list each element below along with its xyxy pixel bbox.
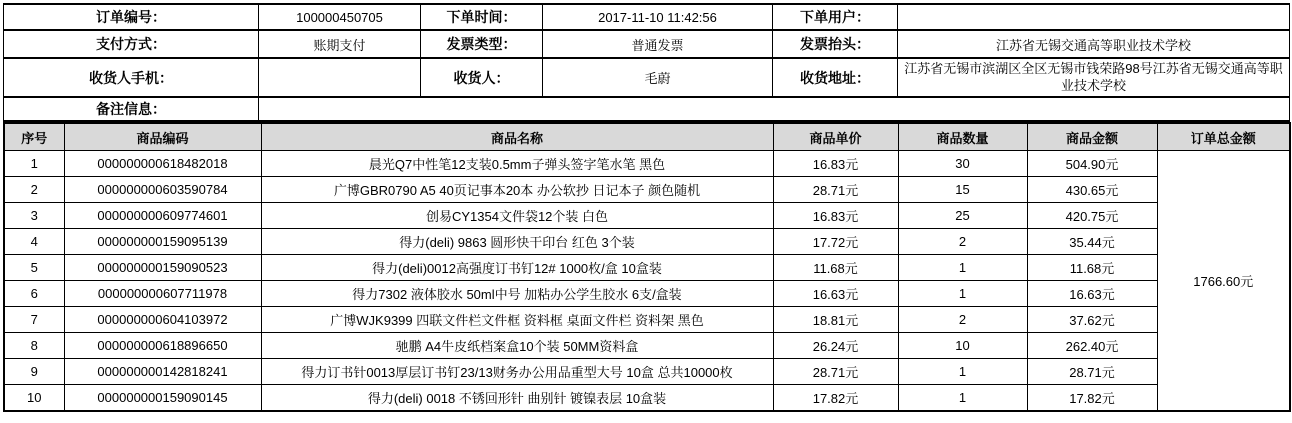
order-document xyxy=(3,3,1289,412)
product-index: 3 xyxy=(4,203,64,229)
order-info-table xyxy=(3,3,1290,122)
product-price: 18.81元 xyxy=(773,307,898,333)
products-table xyxy=(3,122,1291,412)
product-price: 17.72元 xyxy=(773,229,898,255)
product-amount: 262.40元 xyxy=(1027,333,1157,359)
col-header-amount: 商品金额 xyxy=(1027,123,1157,151)
product-price: 28.71元 xyxy=(773,177,898,203)
receiver-value: 毛蔚 xyxy=(543,58,773,97)
product-index: 8 xyxy=(4,333,64,359)
product-qty: 1 xyxy=(898,255,1027,281)
product-row xyxy=(4,177,1290,203)
product-row xyxy=(4,333,1290,359)
order-info-row-1 xyxy=(4,4,1290,30)
product-price: 11.68元 xyxy=(773,255,898,281)
product-code: 000000000618896650 xyxy=(64,333,261,359)
product-index: 4 xyxy=(4,229,64,255)
product-name: 驰鹏 A4牛皮纸档案盒10个装 50MM资料盒 xyxy=(261,333,773,359)
product-price: 28.71元 xyxy=(773,359,898,385)
receiver-label: 收货人： xyxy=(421,58,543,97)
product-row xyxy=(4,229,1290,255)
product-qty: 10 xyxy=(898,333,1027,359)
product-qty: 1 xyxy=(898,359,1027,385)
product-code: 000000000159095139 xyxy=(64,229,261,255)
product-name: 得力7302 液体胶水 50ml中号 加粘办公学生胶水 6支/盒装 xyxy=(261,281,773,307)
product-code: 000000000159090145 xyxy=(64,385,261,411)
product-index: 1 xyxy=(4,151,64,177)
product-qty: 2 xyxy=(898,307,1027,333)
product-code: 000000000609774601 xyxy=(64,203,261,229)
order-user-label: 下单用户： xyxy=(773,4,898,30)
order-user-value xyxy=(898,4,1290,30)
product-price: 16.83元 xyxy=(773,203,898,229)
product-name: 得力(deli) 9863 圆形快干印台 红色 3个装 xyxy=(261,229,773,255)
product-name: 得力(deli) 0018 不锈回形针 曲别针 镀镍表层 10盒装 xyxy=(261,385,773,411)
address-value: 江苏省无锡市滨湖区全区无锡市钱荣路98号江苏省无锡交通高等职业技术学校 xyxy=(898,58,1290,97)
invoice-type-value: 普通发票 xyxy=(543,30,773,58)
product-row xyxy=(4,385,1290,411)
product-index: 7 xyxy=(4,307,64,333)
product-code: 000000000142818241 xyxy=(64,359,261,385)
product-name: 得力订书针0013厚层订书钉23/13财务办公用品重型大号 10盒 总共10000枚 xyxy=(261,359,773,385)
order-total-value: 1766.60元 xyxy=(1157,151,1290,411)
product-amount: 17.82元 xyxy=(1027,385,1157,411)
order-info-row-4 xyxy=(4,97,1290,121)
product-row xyxy=(4,203,1290,229)
product-qty: 1 xyxy=(898,281,1027,307)
product-code: 000000000159090523 xyxy=(64,255,261,281)
product-price: 16.63元 xyxy=(773,281,898,307)
invoice-title-label: 发票抬头： xyxy=(773,30,898,58)
remark-label: 备注信息： xyxy=(4,97,259,121)
product-index: 2 xyxy=(4,177,64,203)
product-amount: 16.63元 xyxy=(1027,281,1157,307)
product-index: 5 xyxy=(4,255,64,281)
product-amount: 430.65元 xyxy=(1027,177,1157,203)
product-name: 晨光Q7中性笔12支装0.5mm子弹头签字笔水笔 黑色 xyxy=(261,151,773,177)
product-price: 17.82元 xyxy=(773,385,898,411)
product-row xyxy=(4,151,1290,177)
receiver-phone-label: 收货人手机： xyxy=(4,58,259,97)
product-row xyxy=(4,359,1290,385)
product-qty: 1 xyxy=(898,385,1027,411)
product-code: 000000000604103972 xyxy=(64,307,261,333)
address-label: 收货地址： xyxy=(773,58,898,97)
product-index: 6 xyxy=(4,281,64,307)
payment-label: 支付方式： xyxy=(4,30,259,58)
payment-value: 账期支付 xyxy=(259,30,421,58)
col-header-qty: 商品数量 xyxy=(898,123,1027,151)
product-index: 9 xyxy=(4,359,64,385)
product-amount: 504.90元 xyxy=(1027,151,1157,177)
product-name: 广博GBR0790 A5 40页记事本20本 办公软抄 日记本子 颜色随机 xyxy=(261,177,773,203)
order-info-row-3 xyxy=(4,58,1290,97)
invoice-title-value: 江苏省无锡交通高等职业技术学校 xyxy=(898,30,1290,58)
col-header-name: 商品名称 xyxy=(261,123,773,151)
product-qty: 2 xyxy=(898,229,1027,255)
product-qty: 15 xyxy=(898,177,1027,203)
product-price: 26.24元 xyxy=(773,333,898,359)
product-code: 000000000607711978 xyxy=(64,281,261,307)
product-name: 创易CY1354文件袋12个装 白色 xyxy=(261,203,773,229)
product-row xyxy=(4,307,1290,333)
order-no-label: 订单编号： xyxy=(4,4,259,30)
product-code: 000000000618482018 xyxy=(64,151,261,177)
order-info-row-2 xyxy=(4,30,1290,58)
order-time-value: 2017-11-10 11:42:56 xyxy=(543,4,773,30)
col-header-price: 商品单价 xyxy=(773,123,898,151)
product-name: 得力(deli)0012高强度订书钉12# 1000枚/盒 10盒装 xyxy=(261,255,773,281)
product-amount: 420.75元 xyxy=(1027,203,1157,229)
col-header-index: 序号 xyxy=(4,123,64,151)
product-row xyxy=(4,255,1290,281)
product-amount: 37.62元 xyxy=(1027,307,1157,333)
order-no-value: 100000450705 xyxy=(259,4,421,30)
product-amount: 11.68元 xyxy=(1027,255,1157,281)
product-amount: 28.71元 xyxy=(1027,359,1157,385)
receiver-phone-value xyxy=(259,58,421,97)
product-qty: 30 xyxy=(898,151,1027,177)
product-qty: 25 xyxy=(898,203,1027,229)
invoice-type-label: 发票类型： xyxy=(421,30,543,58)
col-header-total: 订单总金额 xyxy=(1157,123,1290,151)
products-header-row xyxy=(4,123,1290,151)
product-name: 广博WJK9399 四联文件栏文件框 资料框 桌面文件栏 资料架 黑色 xyxy=(261,307,773,333)
col-header-code: 商品编码 xyxy=(64,123,261,151)
product-price: 16.83元 xyxy=(773,151,898,177)
order-time-label: 下单时间： xyxy=(421,4,543,30)
product-code: 000000000603590784 xyxy=(64,177,261,203)
product-row xyxy=(4,281,1290,307)
remark-value xyxy=(259,97,1290,121)
product-amount: 35.44元 xyxy=(1027,229,1157,255)
product-index: 10 xyxy=(4,385,64,411)
